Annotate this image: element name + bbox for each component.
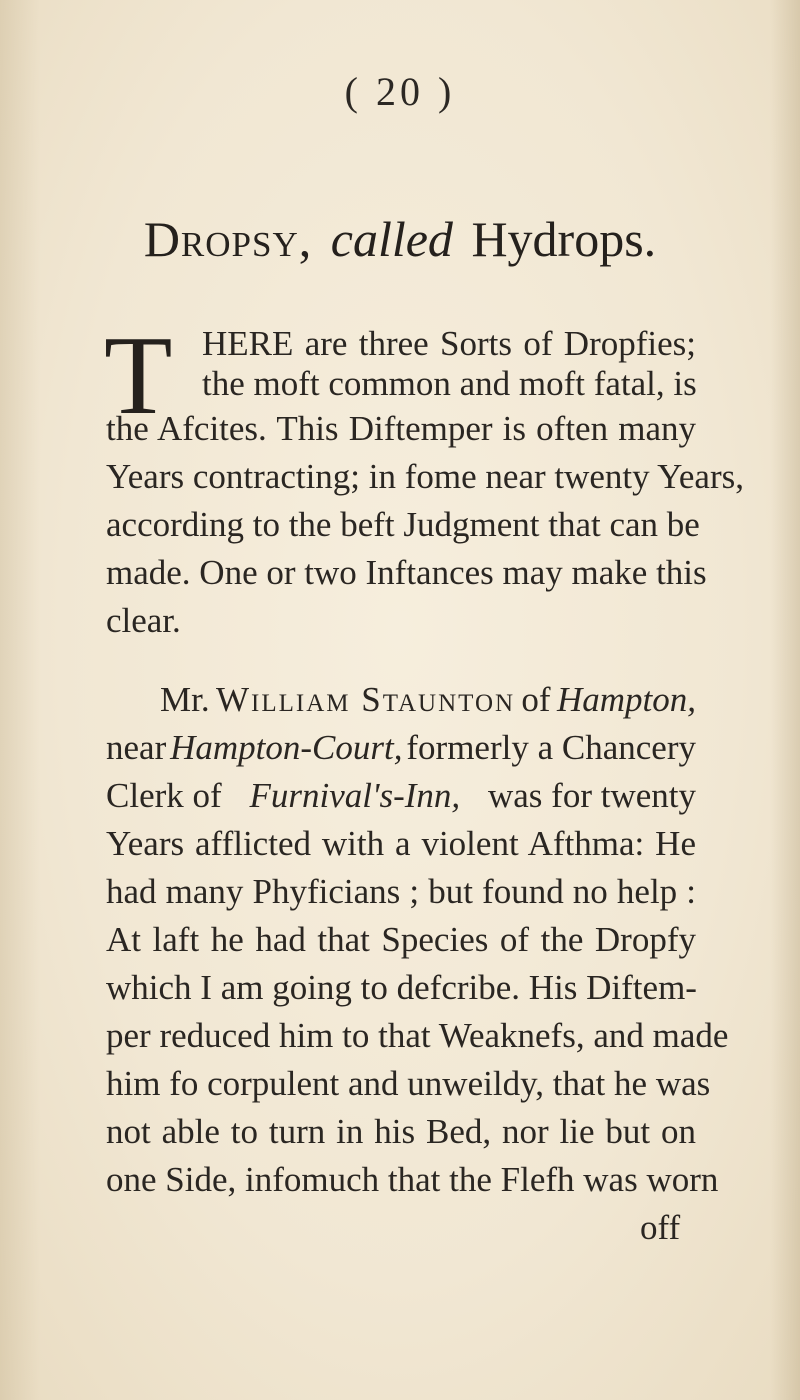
title-dropsy: Dropsy, (143, 211, 313, 267)
text-line: the moft common and moft fatal, is (202, 364, 697, 403)
text-line (160, 680, 696, 720)
text-near: near (106, 728, 167, 767)
text-line: Years contracting; in fome near twenty Years, (106, 457, 744, 496)
text-inn: Furnival's-Inn, (249, 776, 461, 815)
text-clerk: Clerk of (106, 776, 222, 815)
text-place: Hampton-Court, (170, 728, 403, 767)
text-line: HERE are three Sorts of Dropfies; (202, 324, 696, 363)
text-line: not able to turn in his Bed, nor lie but on (106, 1112, 696, 1151)
text-line: one Side, infomuch that the Flefh was worn (106, 1160, 719, 1199)
text-line: Years afflicted with a violent Afthma: He (106, 824, 696, 863)
page-number: ( 20 ) (344, 69, 456, 114)
text-line (106, 776, 696, 816)
text-line: At laft he had that Species of the Dropfy (106, 920, 696, 959)
text-line: which I am going to defcribe. His Diftem- (106, 968, 697, 1007)
title-hydrops: Hydrops. (471, 211, 657, 267)
text-formerly: formerly a Chancery (406, 728, 696, 767)
text-line: had many Phyficians ; but found no help : (106, 872, 696, 911)
text-line: per reduced him to that Weaknefs, and made (106, 1016, 729, 1055)
text-place: Hampton, (556, 680, 696, 719)
text-line: him fo corpulent and unweildy, that he was (106, 1064, 711, 1103)
text-line: according to the beft Judgment that can be (106, 505, 700, 544)
drop-cap: T (104, 314, 173, 438)
text-mr: Mr. (160, 680, 210, 719)
text-line: clear. (106, 601, 181, 640)
chapter-title (0, 210, 800, 268)
text-line: the Afcites. This Diftemper is often many (106, 409, 696, 448)
text-line: made. One or two Inftances may make this (106, 553, 707, 592)
text-was: was for twenty (487, 776, 696, 815)
text-name: William Staunton (215, 680, 516, 719)
text-of: of (521, 680, 551, 719)
text-line (106, 728, 696, 768)
title-called: called (330, 211, 453, 267)
catchword: off (640, 1208, 681, 1247)
